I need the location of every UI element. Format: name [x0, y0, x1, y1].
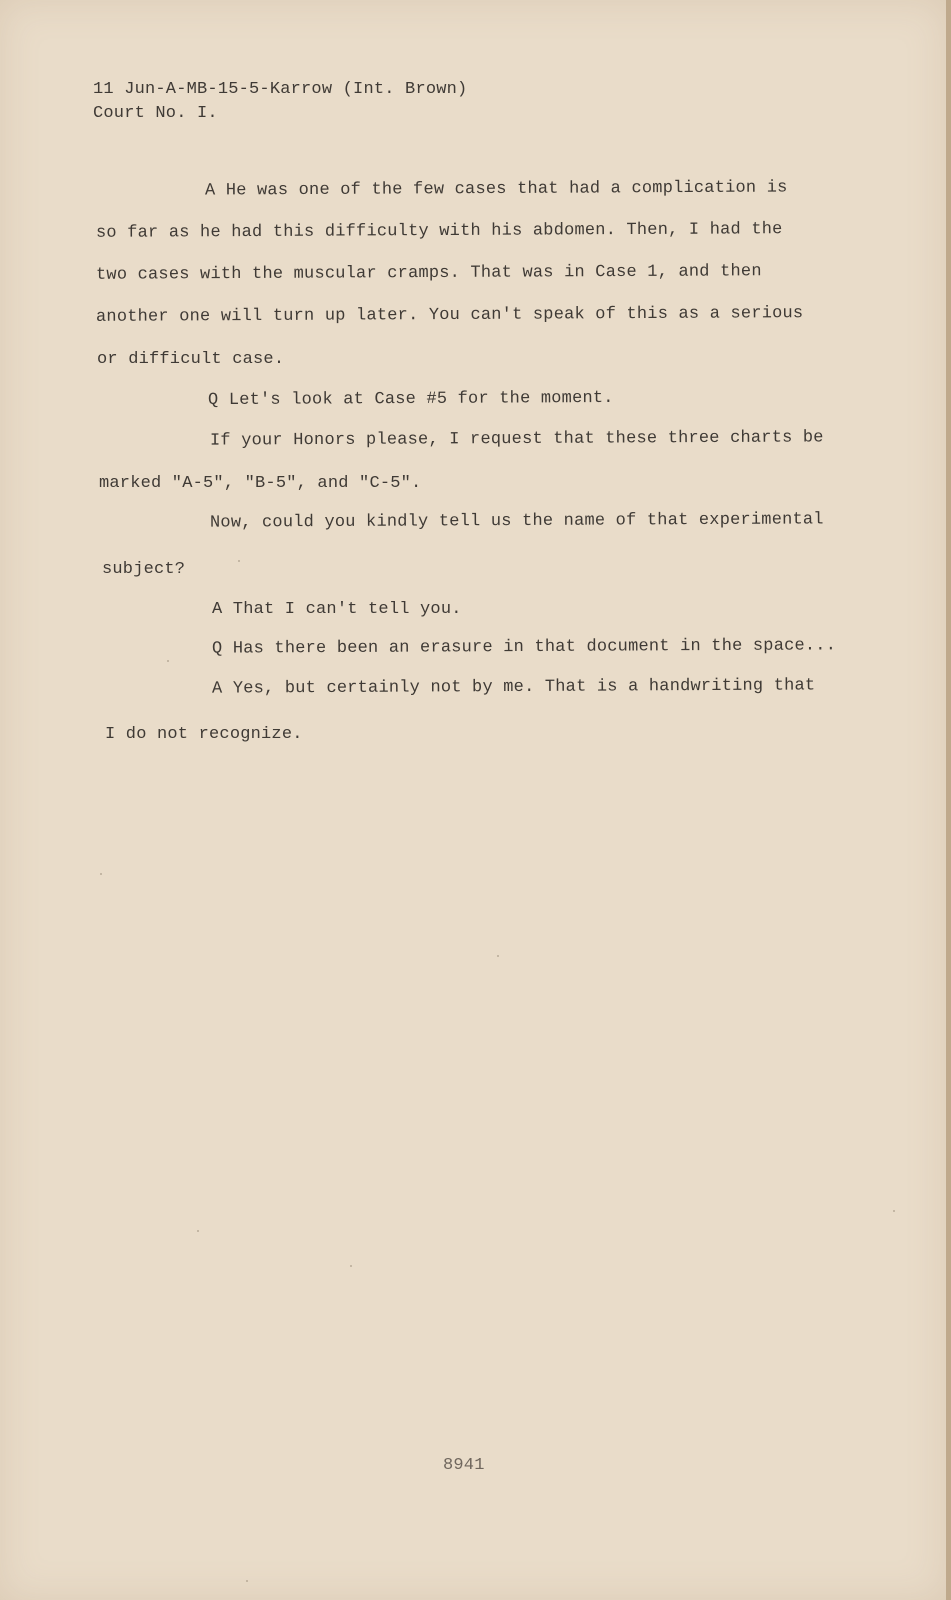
paper-speck: [497, 955, 499, 957]
paper-speck: [197, 1230, 199, 1232]
transcript-line: Now, could you kindly tell us the name of that experimental: [209, 510, 824, 533]
transcript-line: so far as he had this difficulty with his abdomen. Then, I had the: [95, 220, 783, 243]
header-case-reference: 11 Jun-A-MB-15-5-Karrow (Int. Brown): [93, 80, 468, 99]
paper-speck: [350, 1265, 352, 1267]
transcript-line: If your Honors please, I request that these three charts be: [209, 428, 824, 451]
transcript-line: A He was one of the few cases that had a complication is: [204, 178, 788, 201]
page-number: 8941: [443, 1456, 485, 1475]
paper-speck: [238, 560, 240, 562]
paper-speck: [893, 1210, 895, 1212]
transcript-line: Q Has there been an erasure in that document in the space...: [211, 636, 837, 659]
paper-speck: [100, 873, 102, 875]
transcript-line: another one will turn up later. You can't speak of this as a serious: [95, 304, 804, 327]
transcript-line: A That I can't tell you.: [212, 600, 462, 619]
transcript-line: A Yes, but certainly not by me. That is a handwriting that: [211, 676, 816, 699]
header-court-number: Court No. I.: [93, 104, 218, 123]
paper-speck: [246, 1580, 248, 1582]
transcript-line: marked "A-5", "B-5", and "C-5".: [99, 474, 422, 493]
transcript-line: or difficult case.: [97, 350, 285, 369]
transcript-line: I do not recognize.: [105, 725, 303, 744]
transcript-line: Q Let's look at Case #5 for the moment.: [207, 388, 614, 411]
transcript-line: two cases with the muscular cramps. That was in Case 1, and then: [95, 262, 762, 285]
transcript-line: subject?: [102, 560, 186, 579]
paper-speck: [167, 660, 169, 662]
